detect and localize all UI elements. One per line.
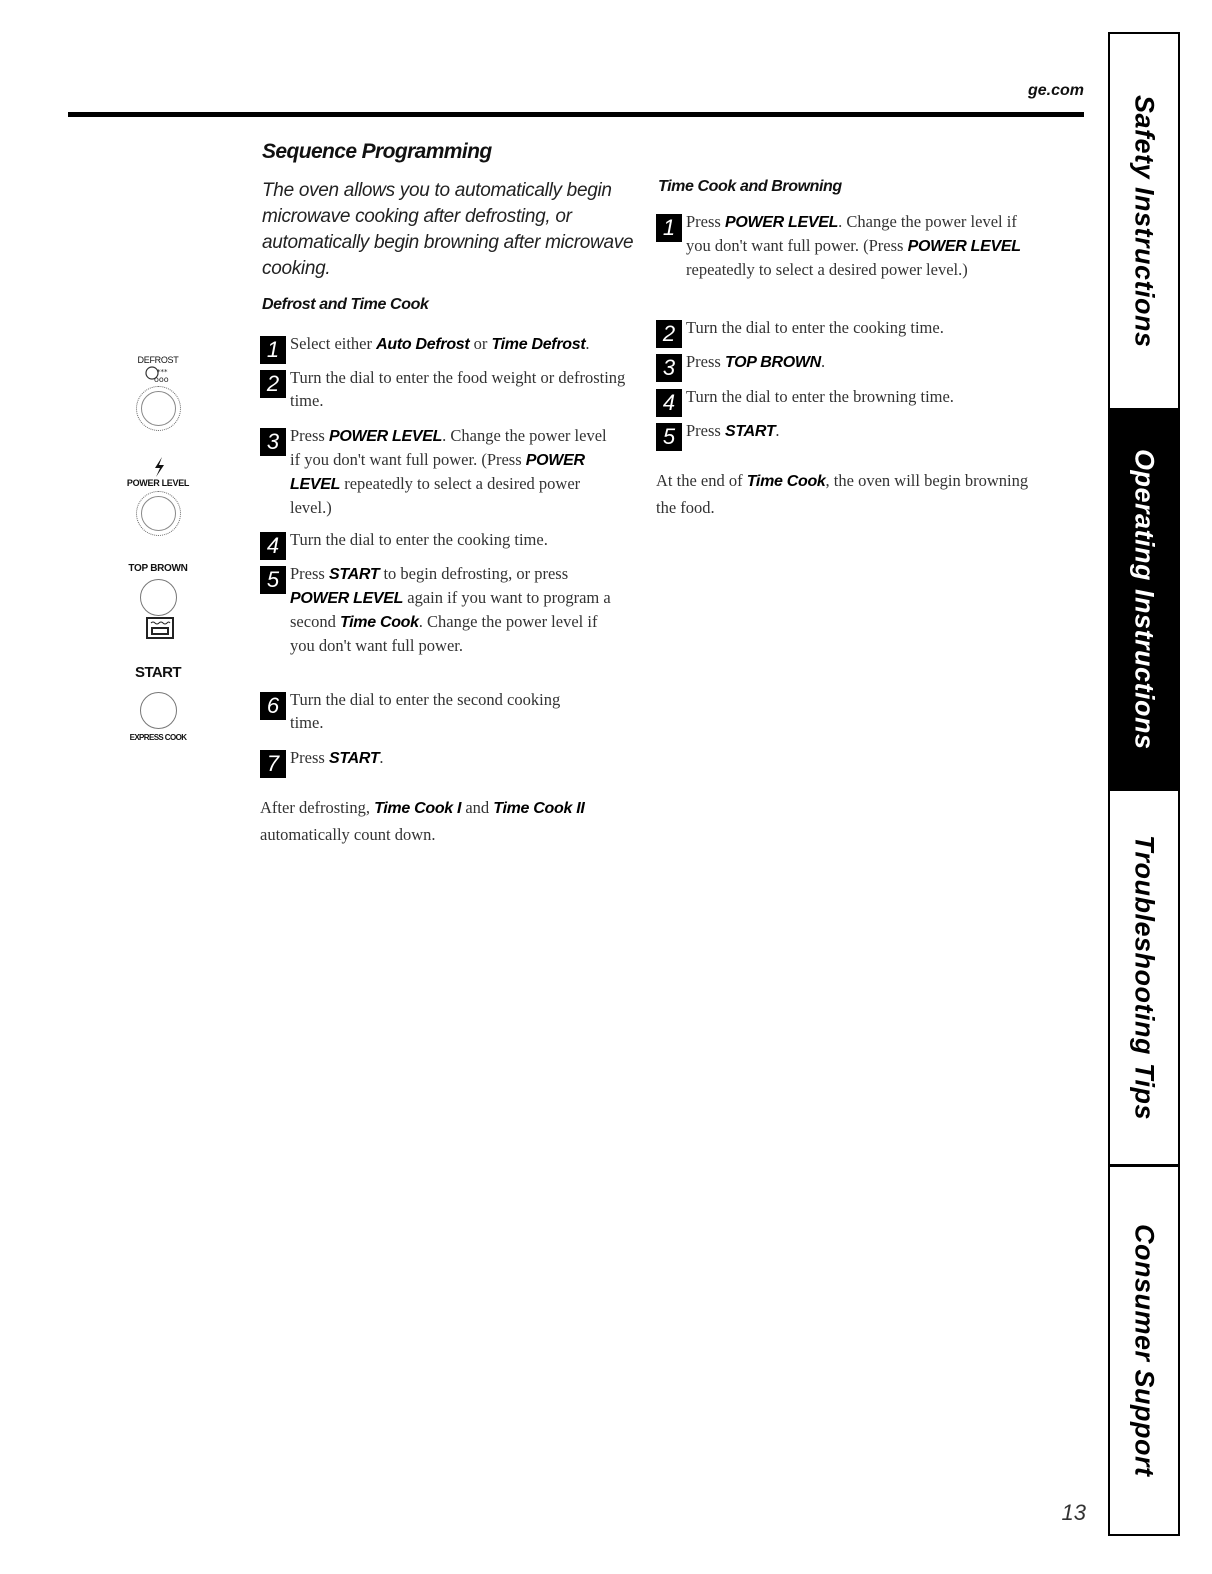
time-cook-browning-heading: Time Cook and Browning [658,178,842,195]
step-text: Turn the dial to enter the cooking time. [686,318,944,337]
step-text: Press TOP BROWN. [686,352,826,371]
tab-label: Consumer Support [1129,1224,1160,1477]
defrost-step [260,528,640,558]
step-number: 1 [260,336,286,364]
step-number: 3 [260,428,286,456]
header-rule [68,112,1084,117]
svg-text:***: *** [157,368,168,376]
step-text: Turn the dial to enter the cooking time. [290,530,548,549]
site-url: ge.com [1027,82,1084,99]
step-text: Turn the dial to enter the second cooking time. [290,690,561,732]
time-cook-browning-note: At the end of Time Cook, the oven will begin browning the food. [656,471,1029,517]
start-label: START [135,664,181,681]
step-text: Turn the dial to enter the food weight or defrosting time. [290,368,626,410]
step-number: 4 [656,389,682,417]
step-text: Press POWER LEVEL. Change the power level if you don't want full power. (Press POWER LEVEL repeatedly to select a desired power level.) [686,212,1021,279]
step-text: Press START to begin defrosting, or press POWER LEVEL again if you want to program a second Time Cook. Change the power level if you don't want full power. [290,564,611,655]
tab-operating-instructions[interactable] [1110,408,1178,788]
step-number: 5 [260,566,286,594]
start-button[interactable] [140,692,177,729]
step-text: Turn the dial to enter the browning time. [686,387,954,406]
defrost-step [260,332,640,362]
step-text: Press START. [686,421,780,440]
top-brown-label: TOP BROWN [128,563,188,574]
defrost-icon [143,365,175,388]
power-level-label: POWER LEVEL [126,478,190,488]
step-number: 3 [656,354,682,382]
section-tabs [1108,32,1180,1536]
defrost-step [260,366,640,412]
browning-step [656,385,1036,415]
tab-label: Operating Instructions [1129,449,1160,750]
browning-step [656,350,1036,380]
step-text: Press POWER LEVEL. Change the power level if you don't want full power. (Press POWER LEVEL repeatedly to select a desired power level.) [290,426,607,517]
browning-step [656,210,1036,281]
defrost-step [260,562,640,657]
oven-browning-icon [146,617,174,644]
power-level-dial[interactable] [136,491,181,536]
svg-text:ooo: ooo [154,375,169,383]
defrost-dial[interactable] [136,386,181,431]
express-cook-label: EXPRESS COOK [129,733,187,742]
browning-step [656,419,1036,449]
step-text: Press START. [290,748,384,767]
tab-safety-instructions[interactable] [1110,34,1178,408]
defrost-step [260,746,640,776]
step-number: 4 [260,532,286,560]
step-number: 2 [260,370,286,398]
browning-step [656,316,1036,346]
defrost-time-cook-note: After defrosting, Time Cook I and Time Cook II automatically count down. [260,798,585,844]
step-number: 7 [260,750,286,778]
defrost-label: DEFROST [137,355,179,365]
tab-troubleshooting-tips[interactable] [1110,788,1178,1164]
section-title: Sequence Programming [262,140,492,163]
step-number: 5 [656,423,682,451]
step-text: Select either Auto Defrost or Time Defrost. [290,334,590,353]
defrost-step [260,688,640,734]
defrost-time-cook-heading: Defrost and Time Cook [262,296,429,313]
step-number: 2 [656,320,682,348]
top-brown-button[interactable] [140,579,177,616]
step-number: 6 [260,692,286,720]
section-intro: The oven allows you to automatically begin microwave cooking after defrosting, or automatically begin browning after microwave cooking. [262,180,634,279]
page-number: 13 [1061,1500,1086,1525]
tab-consumer-support[interactable] [1110,1164,1178,1534]
tab-label: Safety Instructions [1129,94,1160,348]
tab-label: Troubleshooting Tips [1129,835,1160,1120]
step-number: 1 [656,214,682,242]
defrost-step [260,424,640,519]
